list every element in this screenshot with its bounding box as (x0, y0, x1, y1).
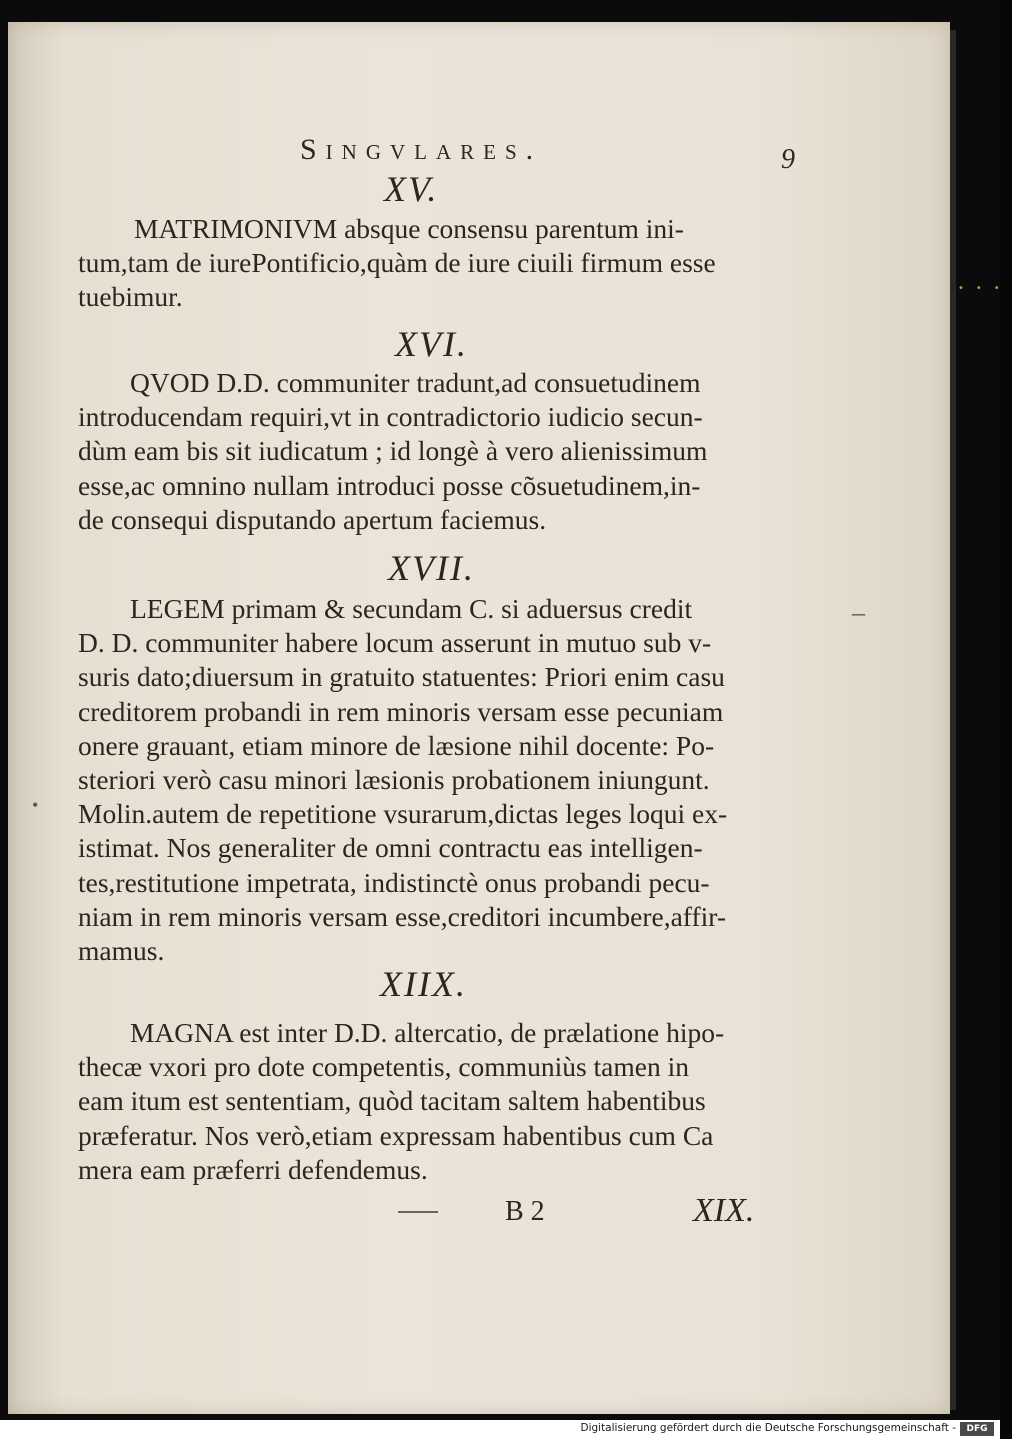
page-number: 9 (781, 144, 795, 175)
text-line: mamus. (78, 935, 165, 967)
text-line: onere grauant, etiam minore de læsione nihil docente: Po- (78, 729, 715, 761)
text-line: LEGEM primam & secundam C. si aduersus credit (130, 593, 693, 624)
section-numeral-xiix: XIIX. (380, 964, 467, 1004)
funding-note: Digitalisierung gefördert durch die Deutsche Forschungsgemeinschaft - (580, 1422, 956, 1434)
text-line: suris dato;diuersum in gratuito statuentes: Priori enim casu (78, 661, 725, 693)
text-line: MAGNA est inter D.D. altercatio, de prælatione hipo- (130, 1017, 725, 1048)
text-line: Molin.autem de repetitione vsurarum,dictas leges loqui ex- (78, 798, 728, 830)
text-line: QVOD D.D. communiter tradunt,ad consuetudinem (130, 367, 701, 398)
footer-bar (0, 1420, 1000, 1439)
margin-mark: – (852, 598, 865, 627)
text-line: eam itum est sententiam, quòd tacitam saltem habentibus (78, 1085, 706, 1117)
section-numeral-xv: XV. (384, 169, 439, 209)
section-paragraph-xvi (78, 366, 790, 537)
dfg-logo: DFG (960, 1422, 994, 1436)
text-line: introducendam requiri,vt in contradictorio iudicio secun- (78, 401, 703, 433)
section-paragraph-xvii (78, 592, 790, 968)
text-line: niam in rem minoris versam esse,creditori incumbere,affir- (78, 900, 727, 932)
page-edge (950, 30, 956, 1410)
signature-rule (398, 1211, 438, 1213)
text-line: dùm eam bis sit iudicatum ; id longè à vero alienissimum (78, 435, 708, 467)
running-head: Singvlares. (300, 133, 543, 166)
text-line: D. D. communiter habere locum asserunt in mutuo sub v- (78, 627, 712, 659)
text-line: MATRIMONIVM absque consensu parentum ini- (134, 213, 684, 244)
section-paragraph-xiix (78, 1016, 790, 1187)
text-line: tes,restitutione impetrata, indistinctè onus probandi pecu- (78, 866, 710, 898)
section-numeral-xvii: XVII. (388, 548, 475, 588)
section-numeral-xvi: XVI. (395, 324, 468, 364)
section-paragraph-xv (78, 212, 790, 315)
text-line: creditorem probandi in rem minoris versam esse pecuniam (78, 695, 724, 727)
text-line: istimat. Nos generaliter de omni contractu eas intelligen- (78, 832, 703, 864)
margin-mark: • (32, 795, 39, 815)
text-line: præferatur. Nos verò,etiam expressam habentibus cum Ca (78, 1119, 714, 1151)
margin-dots: ••• (958, 283, 1012, 294)
text-line: thecæ vxori pro dote competentis, communiùs tamen in (78, 1051, 689, 1083)
text-line: steriori verò casu minori læsionis probationem iniungunt. (78, 764, 710, 796)
text-line: esse,ac omnino nullam introduci posse cõsuetudinem,in- (78, 469, 701, 501)
text-line: mera eam præferri defendemus. (78, 1153, 428, 1185)
signature-mark: B 2 (505, 1196, 545, 1227)
text-line: de consequi disputando apertum faciemus. (78, 503, 547, 535)
text-line: tum,tam de iurePontificio,quàm de iure ciuili firmum esse (78, 247, 716, 279)
catchword: XIX. (693, 1192, 755, 1229)
text-line: tuebimur. (78, 281, 183, 313)
